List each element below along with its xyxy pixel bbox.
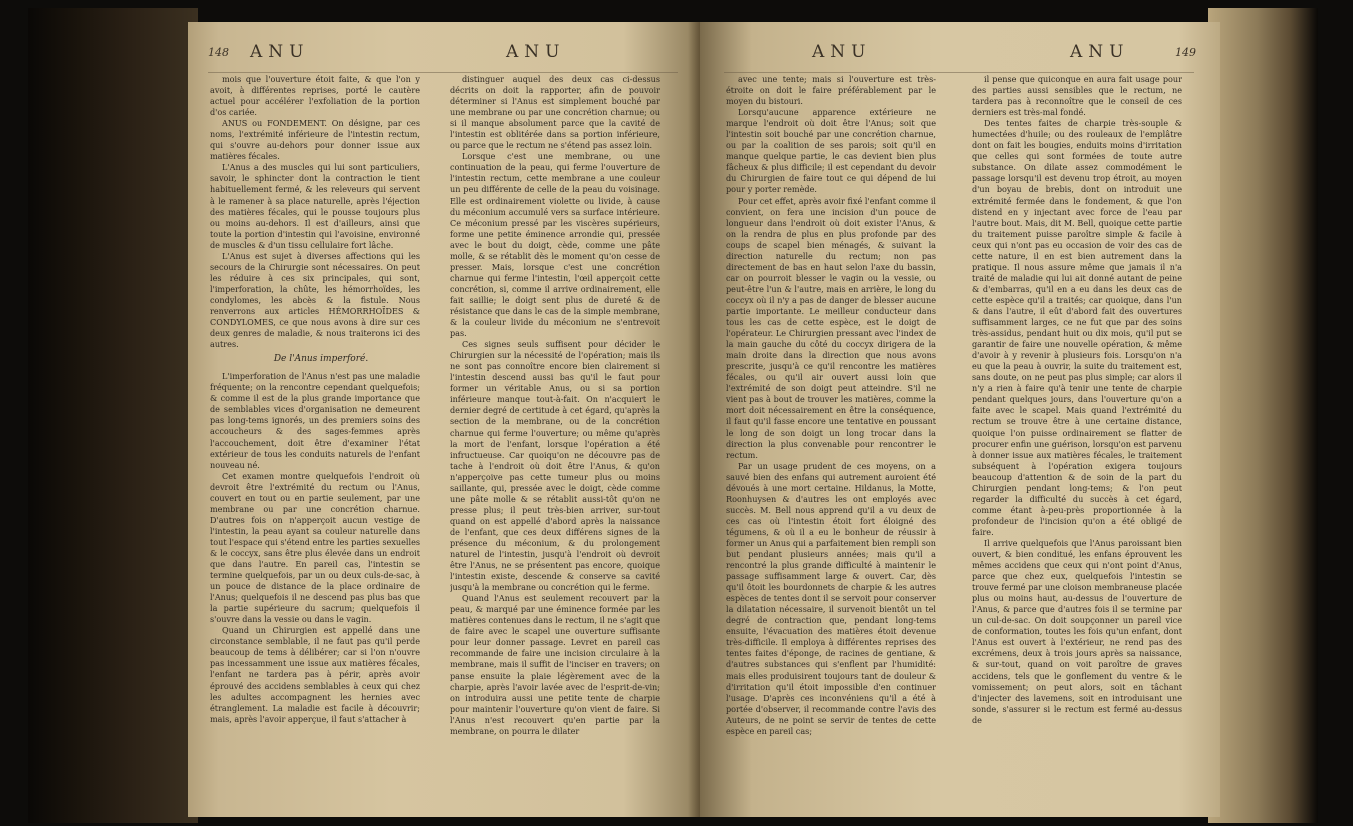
header-rule xyxy=(724,72,1194,73)
right-page-number: 149 xyxy=(1175,46,1196,59)
paragraph: L'Anus est sujet à diverses affections qui les secours de la Chirurgie sont nécessaires. On peut les réduire à ces six principales, qui sont, l'imperforation, la chûte, les hémorrhoïdes, les condylomes, les abcès & la fistule. Nous renverrons aux articles HÉMORRHOÏDES & CONDYLOMES, ce que nous avons à dire sur ces deux genres de maladie, & nous traiterons ici des autres. xyxy=(210,250,420,350)
paragraph: Par un usage prudent de ces moyens, on a sauvé bien des enfans qui autrement auroient été dévoués à une mort certaine. Hildanus, la Motte, Roonhuysen & d'autres les ont employés avec succès. M. Bell nous apprend qu'il a vu deux de ces cas où l'intestin étoit fort éloigné des tégumens, & où il a eu le bonheur de réussir à former un Anus qui a parfaitement bien rempli son but pendant plusieurs années; mais qu'il a rencontré la plus grande difficulté à maintenir le passage suffisamment large & ouvert. Car, dès qu'il ôtoit les bourdonnets de charpie & les autres espèces de tentes dont il se servoit pour conserver la dilatation nécessaire, il survenoit bientôt un tel degré de contraction que, pendant long-tems ensuite, l'évacuation des matières étoit devenue très-difficile. Il employa à différentes reprises des tentes faites d'éponge, de racines de gentiane, & d'autres substances qui s'enflent par l'humidité: mais elles produisirent toujours tant de douleur & d'irritation qu'il étoit impossible d'en continuer l'usage. D'après ces inconvéniens qu'il a été à portée d'observer, il recommande contre l'avis des Auteurs, de ne point se servir de tentes de cette espèce en pareil cas; xyxy=(726,460,936,736)
left-running-head-1: ANU xyxy=(250,42,310,62)
paragraph: Lorsqu'aucune apparence extérieure ne marque l'endroit où doit être l'Anus; soit que l'intestin soit bouché par une concrétion charnue, ou par la coalition de ses parois; soit qu'il en manque quelque partie, le cas devient bien plus fâcheux & plus difficile; il est cependant du devoir du Chirurgien de faire tout ce qui dépend de lui pour y porter remède. xyxy=(726,107,936,195)
paragraph: ANUS ou FONDEMENT. On désigne, par ces noms, l'extrémité inférieure de l'intestin rectum, qui s'ouvre au-dehors pour donner issue aux matières fécales. xyxy=(210,118,420,162)
left-page-number: 148 xyxy=(208,46,229,59)
paragraph: mois que l'ouverture étoit faite, & que l'on y avoit, à différentes reprises, porté le cautère actuel pour accélérer l'exfoliation de la portion d'os cariée. xyxy=(210,74,420,118)
paragraph: Lorsque c'est une membrane, ou une continuation de la peau, qui ferme l'ouverture de l'intestin rectum, cette membrane a une couleur un peu différente de celle de la peau du voisinage. Elle est ordinairement violette ou livide, à cause du méconium accumulé vers sa surface intérieure. Ce méconium pressé par les viscères supérieurs, forme une petite éminence arrondie qui, pressée avec le bout du doigt, cède, comme une pâte molle, & se rétablit dès le moment qu'on cesse de presser. Mais, lorsque c'est une concrétion charnue qui ferme l'intestin, l'œil apperçoit cette concrétion, si, comme il arrive ordinairement, elle fait saillie; le doigt sent plus de dureté & de résistance que dans le cas de la simple membrane, & la couleur livide du méconium ne s'entrevoit pas. xyxy=(450,151,660,339)
paragraph: L'imperforation de l'Anus n'est pas une maladie fréquente; on la rencontre cependant quelquefois; & comme il est de la plus grande importance que de semblables vices d'organisation ne demeurent pas long-tems ignorés, un des premiers soins des accoucheurs & des sages-femmes après l'accouchement, doit être d'examiner l'état extérieur de tous les conduits naturels de l'enfant nouveau né. xyxy=(210,371,420,470)
right-page xyxy=(700,22,1220,817)
left-running-head-2: ANU xyxy=(506,42,566,62)
paragraph: Quand l'Anus est seulement recouvert par la peau, & marqué par une éminence formée par les matières contenues dans le rectum, il ne s'agit que de faire avec le scapel une ouverture suffisante pour leur donner passage. Levret en pareil cas recommande de faire une incision circulaire à la membrane, mais il suffit de l'inciser en travers; on panse ensuite la plaie légèrement avec de la charpie, après l'avoir lavée avec de l'esprit-de-vin; on introduira aussi une petite tente de charpie pour maintenir l'ouverture qu'on vient de faire. Si l'Anus n'est recouvert qu'en partie par la membrane, on pourra le dilater xyxy=(450,593,660,736)
left-page-column-1 xyxy=(210,74,420,809)
page-block-right-edge xyxy=(1208,8,1318,823)
paragraph: L'Anus a des muscles qui lui sont particuliers, savoir, le sphincter dont la contraction le tient habituellement fermé, & les releveurs qui servent à le ramener à sa place naturelle, après l'éjection des matières fécales, qui le pousse toujours plus ou moins au-dehors. Il est d'ailleurs, ainsi que toute la portion d'intestin qui l'avoisine, environné de muscles & d'un tissu cellulaire fort lâche. xyxy=(210,162,420,250)
book-cover-left-edge xyxy=(28,8,198,823)
paragraph: il pense que quiconque en aura fait usage pour des parties aussi sensibles que le rectum, ne tardera pas à reconnoître que le conseil de ces derniers est très-mal fondé. xyxy=(972,74,1182,118)
paragraph: avec une tente; mais si l'ouverture est très-étroite on doit le faire préférablement par le moyen du bistouri. xyxy=(726,74,936,107)
paragraph: Quand un Chirurgien est appellé dans une circonstance semblable, il ne faut pas qu'il perde beaucoup de tems à délibérer; car si l'on n'ouvre pas incessamment une issue aux matières fécales, l'enfant ne tardera pas à périr, après avoir éprouvé des accidens semblables à ceux qui chez les adultes accompagnent les hernies avec étranglement. La maladie est facile à découvrir; mais, après l'avoir apperçue, il faut s'attacher à xyxy=(210,625,420,724)
right-running-head-2: ANU xyxy=(1070,42,1130,62)
paragraph: distinguer auquel des deux cas ci-dessus décrits on doit la rapporter, afin de pouvoir déterminer si l'Anus est simplement bouché par une membrane ou par une concrétion charnue; ou si il manque absolument parce que la cavité de l'intestin est oblitérée dans sa portion inférieure, ou parce que le rectum ne s'étend pas assez loin. xyxy=(450,74,660,151)
section-subtitle: De l'Anus imperforé. xyxy=(273,354,369,365)
left-page xyxy=(188,22,700,817)
right-running-head-1: ANU xyxy=(812,42,872,62)
paragraph: Ces signes seuls suffisent pour décider le Chirurgien sur la nécessité de l'opération; mais ils ne sont pas connoître encore bien clairement si l'intestin descend aussi bas qu'il le faut pour former un véritable Anus, ou si sa portion inférieure manque tout-à-fait. On n'acquiert le dernier degré de certitude à cet égard, qu'après la section de la membrane, ou de la concrétion charnue qui ferme l'ouverture; ou même qu'après la mort de l'enfant, lorsque l'opération a été infructueuse. Car quoiqu'on ne découvre pas de tache à l'endroit où doit être l'Anus, & qu'on n'apperçoive pas cette tumeur plus ou moins saillante, qui, pressée avec le doigt, cède comme une pâte molle & se rétablit aussi-tôt qu'on ne presse plus; il peut très-bien arriver, sur-tout quand on est appellé d'abord après la naissance de l'enfant, que ces deux différens signes de la présence du méconium, & du prolongement naturel de l'intestin, jusqu'à l'endroit où devroit être l'Anus, ne se présentent pas encore, quoique l'intestin existe, descende & conserve sa cavité jusqu'à la membrane ou concrétion qui le ferme. xyxy=(450,339,660,593)
paragraph: Il arrive quelquefois que l'Anus paroissant bien ouvert, & bien conditué, les enfans éprouvent les mêmes accidens que ceux qui n'ont point d'Anus, parce que chez eux, quelquefois l'intestin se trouve fermé par une cloison membraneuse placée plus ou moins haut, au-dessus de l'ouverture de l'Anus, & parce que d'autres fois il se termine par un cul-de-sac. On doit soupçonner un pareil vice de conformation, toutes les fois qu'un enfant, dont l'Anus est ouvert à l'extérieur, ne rend pas des excrémens, deux à trois jours après sa naissance, & sur-tout, quand on voit paroître de graves accidens, tels que le gonflement du ventre & le vomissement; on peut alors, soit en tâchant d'injecter des lavemens, soit en introduisant une sonde, s'assurer si le rectum est fermé au-dessus de xyxy=(972,537,1182,725)
paragraph: Pour cet effet, après avoir fixé l'enfant comme il convient, on fera une incision d'un pouce de longueur dans l'endroit où doit exister l'Anus, & on la rendra de plus en plus profonde par des coups de scapel bien ménagés, & suivant la direction naturelle du rectum; non pas directement de bas en haut selon l'axe du bassin, car on pourroit blesser le vagin ou la vessie, ou peut-être l'un & l'autre, mais en arrière, le long du coccyx où il n'y a pas de danger de blesser aucune partie importante. Le meilleur conducteur dans tous les cas de cette espèce, est le doigt de l'opérateur. Le Chirurgien pressant avec l'index de la main gauche du côté du coccyx dirigera de la main droite dans la direction que nous avons prescrite, jusqu'à ce qu'il rencontre les matières fécales, ou qu'il air ouvert aussi loin que l'extrémité de son doigt peut atteindre. S'il ne vient pas à bout de trouver les matières, comme la mort doit nécessairement en être la conséquence, il faut qu'il fasse encore une tentative en poussant le long de son doigt un long trocar dans la direction la plus convenable pour rencontrer le rectum. xyxy=(726,195,936,460)
right-page-column-2 xyxy=(972,74,1182,809)
paragraph: Cet examen montre quelquefois l'endroit où devroit être l'extrémité du rectum ou l'Anus, couvert en tout ou en partie seulement, par une membrane ou par une concrétion charnue. D'autres fois on n'apperçoit aucun vestige de l'intestin, la peau ayant sa couleur naturelle dans tout l'espace qui s'étend entre les parties sexuelles & le coccyx, sans être plus élevée dans un endroit que dans l'autre. En pareil cas, l'intestin se termine quelquefois, par un ou deux culs-de-sac, à un pouce de distance de la place ordinaire de l'Anus; quelquefois il ne descend pas plus bas que la partie supérieure du sacrum; quelquefois il s'ouvre dans la vessie ou dans le vagin. xyxy=(210,470,420,625)
left-page-column-2 xyxy=(450,74,660,809)
paragraph: Des tentes faites de charpie très-souple & humectées d'huile; ou des rouleaux de l'emplâtre dont on fait les bougies, enduits moins d'irritation que celles qui sont formées de toute autre substance. On dilate assez commodément le passage lorsqu'il est devenu trop étroit, au moyen d'un boyau de brebis, dont on introduit une extrémité fermée dans le fondement, & que l'on distend en y injectant avec force de l'eau par l'autre bout. Mais, dit M. Bell, quoique cette partie du traitement puisse paroître simple & facile à ceux qui n'ont pas eu occasion de voir des cas de cette nature, il en est bien autrement dans la pratique. Il nous assure même que jamais il n'a traité de maladie qui lui ait donné autant de peine & d'embarras, qu'il en a eu dans les deux cas de cette espèce qu'il a traités; car quoique, dans l'un & dans l'autre, il eût d'abord fait des ouvertures suffisamment larges, ce ne fut que par des soins très-assidus, pendant huit ou dix mois, qu'il put se garantir de faire une nouvelle opération, & même d'avoir à y revenir à plusieurs fois. Lorsqu'on n'a eu que la peau à ouvrir, la suite du traitement est, sans doute, on ne peut pas plus simple; car alors il n'y a rien à faire qu'à tenir une tente de charpie pendant quelques jours, dans l'ouverture qu'on a faite avec le scapel. Mais quand l'extrémité du rectum se trouve être à une certaine distance, quoique l'on puisse ordinairement se flatter de procurer enfin une guérison, lorsqu'on est parvenu à donner issue aux matières fécales, le traitement subséquent à l'opération exigera toujours beaucoup d'attention & de soin de la part du Chirurgien pendant long-tems; & l'on peut regarder la difficulté du succès à cet égard, comme étant à-peu-près proportionnée à la profondeur de l'incision qu'on a été obligé de faire. xyxy=(972,118,1182,537)
right-page-column-1 xyxy=(726,74,936,809)
open-book xyxy=(28,8,1318,823)
header-rule xyxy=(208,72,678,73)
